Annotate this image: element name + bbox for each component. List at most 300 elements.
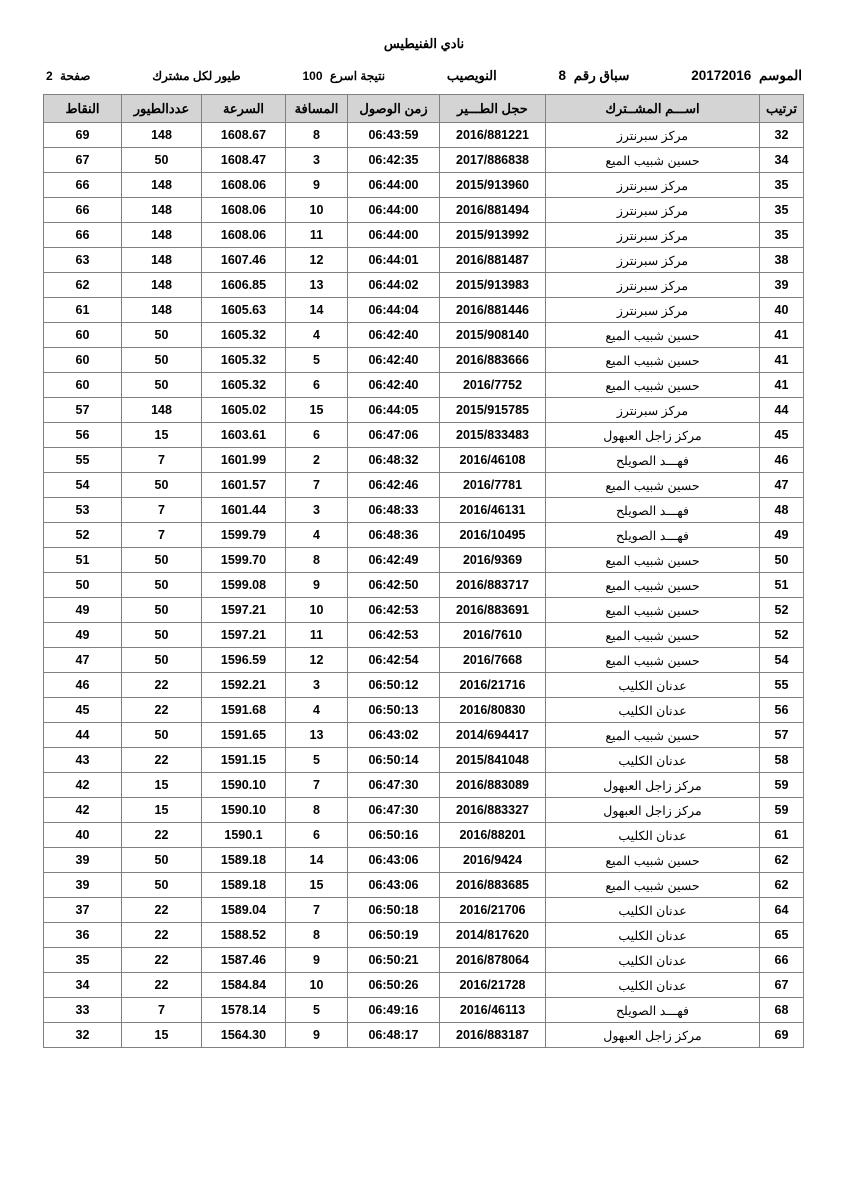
cell-arrival-time: 06:42:40 [348,373,440,398]
cell-bird-count: 7 [122,523,202,548]
column-header-arrival-time: زمن الوصول [348,95,440,123]
table-row [44,673,804,698]
cell-bird-count: 50 [122,848,202,873]
cell-member-name: حسين شبيب الميع [546,573,760,598]
cell-arrival-time: 06:48:32 [348,448,440,473]
birds-per-member-meta: طيور لكل مشترك [152,69,241,83]
cell-member-name: عدنان الكليب [546,923,760,948]
cell-rank: 59 [760,773,804,798]
cell-ring-number: 2016/878064 [440,948,546,973]
cell-points: 37 [44,898,122,923]
cell-arrival-time: 06:44:01 [348,248,440,273]
cell-bird-count: 148 [122,198,202,223]
cell-speed: 1601.99 [202,448,286,473]
cell-speed: 1578.14 [202,998,286,1023]
cell-speed: 1587.46 [202,948,286,973]
cell-points: 44 [44,723,122,748]
cell-bird-count: 22 [122,823,202,848]
cell-rank: 56 [760,698,804,723]
cell-distance: 7 [286,473,348,498]
table-row [44,848,804,873]
cell-speed: 1603.61 [202,423,286,448]
cell-points: 66 [44,198,122,223]
cell-member-name: فهـــد الصويلح [546,523,760,548]
cell-arrival-time: 06:50:16 [348,823,440,848]
table-row [44,748,804,773]
cell-speed: 1590.10 [202,798,286,823]
cell-rank: 61 [760,823,804,848]
cell-rank: 34 [760,148,804,173]
cell-speed: 1607.46 [202,248,286,273]
cell-ring-number: 2016/7752 [440,373,546,398]
cell-member-name: عدنان الكليب [546,748,760,773]
table-row [44,298,804,323]
cell-bird-count: 15 [122,423,202,448]
cell-distance: 8 [286,548,348,573]
cell-rank: 35 [760,223,804,248]
cell-ring-number: 2016/46131 [440,498,546,523]
cell-speed: 1599.79 [202,523,286,548]
cell-rank: 50 [760,548,804,573]
cell-points: 36 [44,923,122,948]
cell-arrival-time: 06:44:00 [348,198,440,223]
cell-member-name: عدنان الكليب [546,698,760,723]
cell-speed: 1608.67 [202,123,286,148]
cell-ring-number: 2017/886838 [440,148,546,173]
cell-speed: 1564.30 [202,1023,286,1048]
cell-bird-count: 50 [122,548,202,573]
cell-member-name: حسين شبيب الميع [546,623,760,648]
cell-arrival-time: 06:42:46 [348,473,440,498]
cell-distance: 6 [286,823,348,848]
table-row [44,248,804,273]
cell-ring-number: 2016/10495 [440,523,546,548]
cell-bird-count: 148 [122,398,202,423]
cell-points: 47 [44,648,122,673]
cell-arrival-time: 06:50:19 [348,923,440,948]
cell-member-name: فهـــد الصويلح [546,498,760,523]
season-meta [691,68,802,84]
cell-speed: 1605.63 [202,298,286,323]
cell-rank: 66 [760,948,804,973]
cell-rank: 64 [760,898,804,923]
table-row [44,773,804,798]
table-row [44,323,804,348]
cell-member-name: مركز سبرنترز [546,298,760,323]
cell-member-name: حسين شبيب الميع [546,473,760,498]
cell-arrival-time: 06:44:04 [348,298,440,323]
results-table-head [44,95,804,123]
cell-points: 51 [44,548,122,573]
cell-arrival-time: 06:50:18 [348,898,440,923]
cell-points: 55 [44,448,122,473]
cell-speed: 1589.04 [202,898,286,923]
table-row [44,948,804,973]
cell-rank: 62 [760,873,804,898]
cell-rank: 52 [760,623,804,648]
cell-ring-number: 2016/9424 [440,848,546,873]
cell-ring-number: 2016/881494 [440,198,546,223]
cell-member-name: مركز سبرنترز [546,198,760,223]
cell-points: 60 [44,373,122,398]
cell-bird-count: 50 [122,598,202,623]
cell-speed: 1601.44 [202,498,286,523]
cell-distance: 9 [286,1023,348,1048]
cell-rank: 62 [760,848,804,873]
cell-ring-number: 2016/80830 [440,698,546,723]
page-value: 2 [46,69,53,83]
cell-bird-count: 148 [122,223,202,248]
race-label: سباق رقم [573,68,630,83]
table-row [44,273,804,298]
cell-speed: 1584.84 [202,973,286,998]
cell-distance: 11 [286,223,348,248]
cell-speed: 1591.68 [202,698,286,723]
table-row [44,448,804,473]
cell-points: 69 [44,123,122,148]
cell-speed: 1592.21 [202,673,286,698]
table-row [44,798,804,823]
cell-rank: 45 [760,423,804,448]
cell-rank: 51 [760,573,804,598]
cell-bird-count: 50 [122,573,202,598]
table-row [44,923,804,948]
table-row [44,598,804,623]
cell-member-name: فهـــد الصويلح [546,998,760,1023]
column-header-ring-number: حجل الطـــير [440,95,546,123]
cell-member-name: مركز زاجل العبهول [546,423,760,448]
cell-distance: 15 [286,398,348,423]
column-header-points: النقاط [44,95,122,123]
cell-ring-number: 2016/883691 [440,598,546,623]
cell-ring-number: 2016/883685 [440,873,546,898]
cell-distance: 7 [286,898,348,923]
cell-ring-number: 2016/21706 [440,898,546,923]
cell-speed: 1588.52 [202,923,286,948]
cell-points: 60 [44,323,122,348]
cell-speed: 1599.08 [202,573,286,598]
cell-points: 66 [44,173,122,198]
cell-member-name: مركز زاجل العبهول [546,773,760,798]
cell-arrival-time: 06:42:54 [348,648,440,673]
cell-bird-count: 148 [122,173,202,198]
cell-distance: 4 [286,523,348,548]
table-row [44,823,804,848]
cell-bird-count: 7 [122,998,202,1023]
cell-member-name: حسين شبيب الميع [546,148,760,173]
cell-points: 45 [44,698,122,723]
table-row [44,998,804,1023]
cell-points: 42 [44,773,122,798]
table-row [44,898,804,923]
cell-distance: 9 [286,173,348,198]
cell-speed: 1608.47 [202,148,286,173]
cell-ring-number: 2016/7610 [440,623,546,648]
cell-distance: 10 [286,973,348,998]
cell-arrival-time: 06:44:00 [348,223,440,248]
cell-arrival-time: 06:50:26 [348,973,440,998]
cell-arrival-time: 06:43:06 [348,848,440,873]
cell-bird-count: 15 [122,798,202,823]
cell-rank: 41 [760,323,804,348]
cell-bird-count: 22 [122,898,202,923]
cell-ring-number: 2016/883717 [440,573,546,598]
cell-ring-number: 2015/915785 [440,398,546,423]
cell-speed: 1608.06 [202,198,286,223]
race-number-meta [558,68,629,84]
cell-speed: 1608.06 [202,223,286,248]
cell-ring-number: 2014/817620 [440,923,546,948]
cell-rank: 41 [760,348,804,373]
cell-member-name: مركز سبرنترز [546,273,760,298]
cell-distance: 3 [286,673,348,698]
cell-rank: 59 [760,798,804,823]
cell-arrival-time: 06:49:16 [348,998,440,1023]
cell-distance: 4 [286,698,348,723]
table-row [44,198,804,223]
cell-bird-count: 15 [122,773,202,798]
cell-arrival-time: 06:43:06 [348,873,440,898]
season-label: الموسم [759,68,802,83]
cell-ring-number: 2016/21728 [440,973,546,998]
cell-member-name: حسين شبيب الميع [546,373,760,398]
table-row [44,723,804,748]
cell-distance: 14 [286,298,348,323]
cell-bird-count: 50 [122,623,202,648]
table-row [44,398,804,423]
cell-speed: 1608.06 [202,173,286,198]
cell-bird-count: 50 [122,873,202,898]
column-header-bird-count: عددالطيور [122,95,202,123]
cell-points: 39 [44,873,122,898]
cell-bird-count: 7 [122,498,202,523]
cell-member-name: حسين شبيب الميع [546,548,760,573]
cell-ring-number: 2015/913960 [440,173,546,198]
cell-bird-count: 50 [122,473,202,498]
cell-member-name: حسين شبيب الميع [546,348,760,373]
cell-ring-number: 2016/7781 [440,473,546,498]
cell-member-name: عدنان الكليب [546,898,760,923]
cell-member-name: عدنان الكليب [546,973,760,998]
cell-points: 46 [44,673,122,698]
cell-ring-number: 2016/883187 [440,1023,546,1048]
cell-bird-count: 50 [122,148,202,173]
cell-ring-number: 2016/9369 [440,548,546,573]
cell-ring-number: 2016/21716 [440,673,546,698]
column-header-rank: ترتيب [760,95,804,123]
cell-points: 42 [44,798,122,823]
column-header-speed: السرعة [202,95,286,123]
cell-bird-count: 148 [122,298,202,323]
cell-rank: 54 [760,648,804,673]
table-row [44,148,804,173]
cell-bird-count: 22 [122,748,202,773]
cell-ring-number: 2016/46108 [440,448,546,473]
cell-ring-number: 2016/88201 [440,823,546,848]
cell-speed: 1591.15 [202,748,286,773]
cell-rank: 67 [760,973,804,998]
cell-ring-number: 2016/7668 [440,648,546,673]
cell-points: 33 [44,998,122,1023]
cell-ring-number: 2015/833483 [440,423,546,448]
cell-arrival-time: 06:44:00 [348,173,440,198]
cell-bird-count: 148 [122,273,202,298]
cell-points: 32 [44,1023,122,1048]
cell-bird-count: 50 [122,373,202,398]
cell-speed: 1605.32 [202,373,286,398]
cell-rank: 40 [760,298,804,323]
release-point-meta: النويصيب [446,68,497,83]
cell-speed: 1597.21 [202,598,286,623]
cell-rank: 52 [760,598,804,623]
cell-ring-number: 2016/881487 [440,248,546,273]
cell-points: 53 [44,498,122,523]
cell-arrival-time: 06:48:36 [348,523,440,548]
cell-arrival-time: 06:48:17 [348,1023,440,1048]
cell-arrival-time: 06:43:02 [348,723,440,748]
cell-rank: 41 [760,373,804,398]
cell-bird-count: 7 [122,448,202,473]
results-table-body [44,123,804,1048]
cell-bird-count: 148 [122,248,202,273]
cell-distance: 15 [286,873,348,898]
cell-arrival-time: 06:42:35 [348,148,440,173]
cell-bird-count: 22 [122,973,202,998]
cell-member-name: مركز سبرنترز [546,173,760,198]
results-table [43,94,804,1048]
cell-distance: 12 [286,248,348,273]
table-row [44,523,804,548]
cell-ring-number: 2016/883327 [440,798,546,823]
cell-distance: 10 [286,598,348,623]
cell-rank: 47 [760,473,804,498]
cell-member-name: عدنان الكليب [546,673,760,698]
cell-points: 62 [44,273,122,298]
cell-bird-count: 22 [122,673,202,698]
cell-distance: 3 [286,148,348,173]
cell-arrival-time: 06:47:30 [348,798,440,823]
cell-rank: 32 [760,123,804,148]
cell-member-name: مركز سبرنترز [546,398,760,423]
cell-rank: 44 [760,398,804,423]
cell-bird-count: 50 [122,348,202,373]
page-meta [46,69,90,83]
cell-distance: 6 [286,373,348,398]
cell-ring-number: 2015/841048 [440,748,546,773]
cell-ring-number: 2016/46113 [440,998,546,1023]
cell-bird-count: 50 [122,648,202,673]
cell-member-name: فهـــد الصويلح [546,448,760,473]
cell-bird-count: 22 [122,948,202,973]
table-row [44,698,804,723]
cell-member-name: حسين شبيب الميع [546,873,760,898]
cell-distance: 9 [286,948,348,973]
race-meta-row [44,68,804,84]
cell-bird-count: 22 [122,698,202,723]
cell-arrival-time: 06:48:33 [348,498,440,523]
table-row [44,348,804,373]
cell-speed: 1606.85 [202,273,286,298]
cell-distance: 8 [286,798,348,823]
table-row [44,873,804,898]
cell-bird-count: 50 [122,723,202,748]
cell-rank: 39 [760,273,804,298]
cell-distance: 4 [286,323,348,348]
cell-bird-count: 22 [122,923,202,948]
cell-distance: 5 [286,748,348,773]
cell-distance: 10 [286,198,348,223]
cell-points: 43 [44,748,122,773]
cell-speed: 1605.32 [202,348,286,373]
cell-arrival-time: 06:43:59 [348,123,440,148]
cell-points: 40 [44,823,122,848]
cell-arrival-time: 06:42:49 [348,548,440,573]
cell-rank: 38 [760,248,804,273]
cell-distance: 6 [286,423,348,448]
cell-points: 54 [44,473,122,498]
cell-arrival-time: 06:42:40 [348,348,440,373]
column-header-distance: المسافة [286,95,348,123]
column-header-member-name: اســـم المشــترك [546,95,760,123]
cell-ring-number: 2015/913983 [440,273,546,298]
cell-distance: 2 [286,448,348,473]
cell-ring-number: 2016/881221 [440,123,546,148]
cell-speed: 1590.1 [202,823,286,848]
table-row [44,573,804,598]
fastest-result-meta [303,69,386,83]
cell-points: 61 [44,298,122,323]
cell-rank: 69 [760,1023,804,1048]
cell-points: 49 [44,598,122,623]
cell-distance: 7 [286,773,348,798]
table-row [44,373,804,398]
cell-points: 67 [44,148,122,173]
season-value: 20172016 [691,68,752,83]
cell-arrival-time: 06:47:06 [348,423,440,448]
cell-ring-number: 2015/913992 [440,223,546,248]
cell-arrival-time: 06:44:02 [348,273,440,298]
cell-rank: 57 [760,723,804,748]
cell-points: 57 [44,398,122,423]
cell-ring-number: 2015/908140 [440,323,546,348]
fastest-result-label: نتيجة اسرع [329,69,386,83]
cell-rank: 35 [760,173,804,198]
table-row [44,1023,804,1048]
cell-arrival-time: 06:50:12 [348,673,440,698]
cell-points: 39 [44,848,122,873]
cell-speed: 1597.21 [202,623,286,648]
cell-arrival-time: 06:42:53 [348,598,440,623]
cell-rank: 35 [760,198,804,223]
cell-rank: 58 [760,748,804,773]
cell-speed: 1589.18 [202,848,286,873]
cell-member-name: مركز سبرنترز [546,123,760,148]
cell-distance: 8 [286,123,348,148]
cell-distance: 3 [286,498,348,523]
table-row [44,973,804,998]
table-row [44,498,804,523]
cell-distance: 5 [286,998,348,1023]
cell-points: 34 [44,973,122,998]
cell-arrival-time: 06:44:05 [348,398,440,423]
cell-member-name: حسين شبيب الميع [546,723,760,748]
cell-member-name: حسين شبيب الميع [546,648,760,673]
cell-distance: 12 [286,648,348,673]
cell-rank: 48 [760,498,804,523]
cell-points: 49 [44,623,122,648]
cell-member-name: حسين شبيب الميع [546,848,760,873]
cell-member-name: مركز سبرنترز [546,248,760,273]
